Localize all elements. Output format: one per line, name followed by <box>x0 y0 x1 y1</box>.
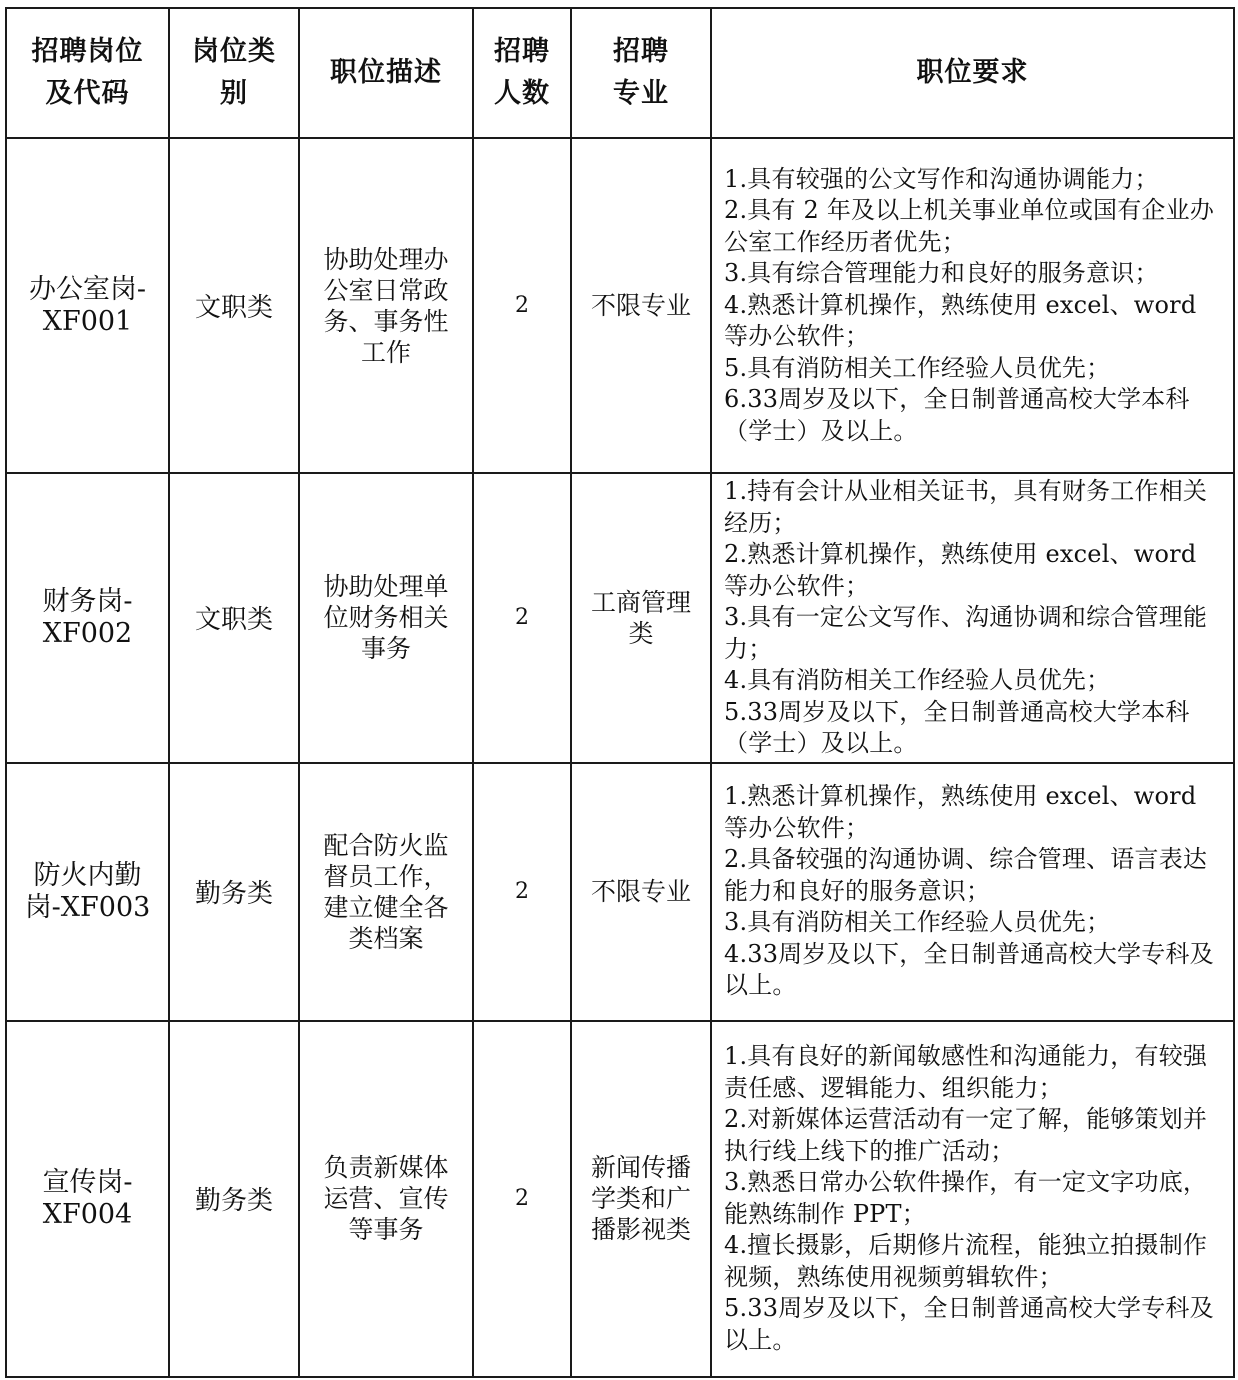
description-cell: 协助处理办公室日常政务、事务性工作 <box>299 138 473 473</box>
table-row <box>6 473 1234 763</box>
count-cell: 2 <box>473 138 571 473</box>
requirement-item: 3.具有综合管理能力和良好的服务意识； <box>724 259 1159 288</box>
requirement-item: 2.具备较强的沟通协调、综合管理、语言表达能力和良好的服务意识； <box>724 845 1208 905</box>
table-row <box>6 763 1234 1021</box>
requirement-item: 4.具有消防相关工作经验人员优先； <box>724 666 1111 694</box>
description-cell: 负责新媒体运营、宣传等事务 <box>299 1021 473 1377</box>
requirement-item: 1.具有良好的新闻敏感性和沟通能力，有较强责任感、逻辑能力、组织能力； <box>724 1042 1208 1102</box>
requirement-item: 1.具有较强的公文写作和沟通协调能力； <box>724 164 1159 193</box>
category-cell: 勤务类 <box>169 1021 299 1377</box>
category-cell: 文职类 <box>169 138 299 473</box>
major-cell: 不限专业 <box>571 138 711 473</box>
header-description: 职位描述 <box>299 8 473 138</box>
requirement-item: 4.熟悉计算机操作，熟练使用 excel、word 等办公软件； <box>724 290 1197 351</box>
requirement-item: 5.具有消防相关工作经验人员优先； <box>724 353 1111 382</box>
requirement-item: 5.33周岁及以下，全日制普通高校大学本科（学士）及以上。 <box>724 697 1190 757</box>
requirement-item: 1.熟悉计算机操作，熟练使用 excel、word 等办公软件； <box>724 782 1197 842</box>
header-major: 招聘专业 <box>571 8 711 138</box>
header-count: 招聘人数 <box>473 8 571 138</box>
requirement-item: 3.具有消防相关工作经验人员优先； <box>724 908 1111 937</box>
requirement-item: 2.对新媒体运营活动有一定了解，能够策划并执行线上线下的推广活动； <box>724 1105 1208 1165</box>
table-header-row <box>6 8 1234 138</box>
requirement-item: 4.擅长摄影，后期修片流程，能独立拍摄制作视频，熟练使用视频剪辑软件； <box>724 1231 1208 1291</box>
requirement-item: 3.熟悉日常办公软件操作，有一定文字功底，能熟练制作 PPT； <box>724 1168 1208 1228</box>
major-cell: 不限专业 <box>571 763 711 1021</box>
count-cell: 2 <box>473 763 571 1021</box>
requirement-item: 4.33周岁及以下，全日制普通高校大学专科及以上。 <box>724 939 1214 1000</box>
requirement-item: 3.具有一定公文写作、沟通协调和综合管理能力； <box>724 603 1208 663</box>
count-cell: 2 <box>473 473 571 763</box>
description-cell: 协助处理单位财务相关事务 <box>299 473 473 763</box>
requirement-item: 2.熟悉计算机操作，熟练使用 excel、word 等办公软件； <box>724 540 1197 600</box>
position-cell: 宣传岗-XF004 <box>6 1021 169 1377</box>
category-cell: 文职类 <box>169 473 299 763</box>
requirements-cell <box>711 138 1234 473</box>
recruitment-table <box>5 7 1235 1378</box>
requirements-cell <box>711 763 1234 1021</box>
count-cell: 2 <box>473 1021 571 1377</box>
requirement-item: 6.33周岁及以下，全日制普通高校大学本科（学士）及以上。 <box>724 385 1190 445</box>
position-cell: 办公室岗-XF001 <box>6 138 169 473</box>
requirement-item: 5.33周岁及以下，全日制普通高校大学专科及以上。 <box>724 1294 1214 1354</box>
header-requirements: 职位要求 <box>711 8 1234 138</box>
position-cell: 财务岗-XF002 <box>6 473 169 763</box>
category-cell: 勤务类 <box>169 763 299 1021</box>
requirement-item: 1.持有会计从业相关证书，具有财务工作相关经历； <box>724 477 1208 537</box>
requirements-cell <box>711 473 1234 763</box>
header-category: 岗位类别 <box>169 8 299 138</box>
position-cell: 防火内勤岗-XF003 <box>6 763 169 1021</box>
major-cell: 新闻传播学类和广播影视类 <box>571 1021 711 1377</box>
table-row <box>6 1021 1234 1377</box>
major-cell: 工商管理类 <box>571 473 711 763</box>
requirement-item: 2.具有 2 年及以上机关事业单位或国有企业办公室工作经历者优先； <box>724 196 1215 256</box>
requirements-cell <box>711 1021 1234 1377</box>
table-row <box>6 138 1234 473</box>
description-cell: 配合防火监督员工作，建立健全各类档案 <box>299 763 473 1021</box>
header-position: 招聘岗位及代码 <box>6 8 169 138</box>
